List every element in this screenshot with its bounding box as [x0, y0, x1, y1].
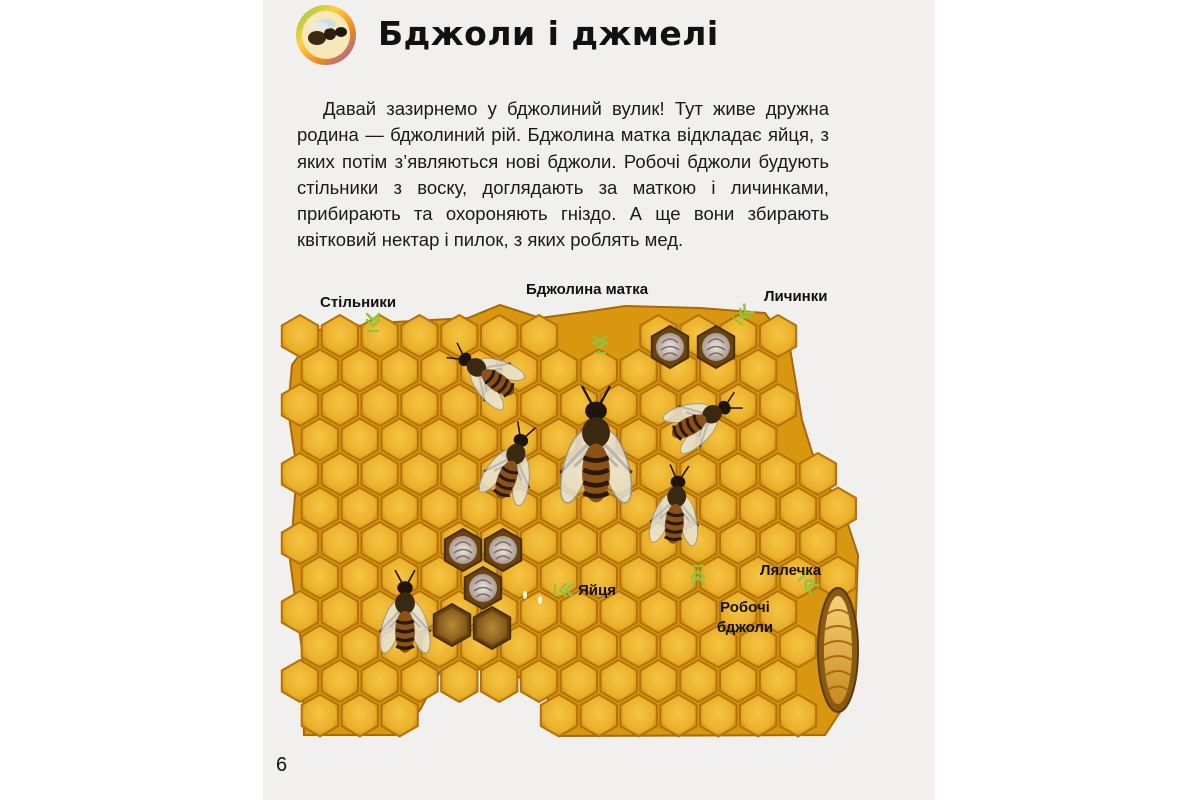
honeycomb-cell [362, 453, 398, 495]
honeycomb-cell [381, 488, 417, 530]
honeycomb-cell [322, 453, 358, 495]
label-pupa: Лялечка [760, 562, 822, 579]
honeycomb-cell [601, 522, 637, 564]
honeycomb-cell [660, 626, 696, 668]
honeycomb-cell [362, 384, 398, 426]
honeycomb-cell [680, 660, 716, 702]
page-title: Бджоли і джмелі [378, 14, 719, 53]
honeycomb-cell [541, 695, 577, 737]
label-larvae: Личинки [764, 288, 828, 305]
honeycomb-cell [581, 626, 617, 668]
page-number: 6 [276, 754, 288, 776]
honeycomb-cell [401, 453, 437, 495]
label-queen: Бджолина матка [526, 281, 649, 298]
honeycomb-cell [302, 557, 338, 599]
honeycomb-cell [561, 660, 597, 702]
honeycomb-cell [282, 522, 318, 564]
honeycomb-cell [342, 350, 378, 392]
honeycomb-cell [640, 591, 676, 633]
honeycomb-cell [620, 695, 656, 737]
honeycomb-cell [581, 695, 617, 737]
honeycomb-cell [342, 488, 378, 530]
honeycomb-cell [640, 660, 676, 702]
honeycomb-cell [302, 626, 338, 668]
honeycomb-cell [720, 453, 756, 495]
honeycomb-cell [780, 626, 816, 668]
honeycomb-cell [481, 315, 517, 357]
honeycomb-cell [760, 522, 796, 564]
honeycomb-cell [441, 660, 477, 702]
honeycomb-cell [760, 384, 796, 426]
honeycomb-cell [461, 488, 497, 530]
honeycomb-cell [322, 315, 358, 357]
honeycomb-cell [541, 350, 577, 392]
honeycomb-cell [302, 350, 338, 392]
label-workers-line2: бджоли [716, 619, 774, 636]
honeycomb-cell [740, 419, 776, 461]
honeycomb-cell [700, 695, 736, 737]
honeycomb-cell [401, 384, 437, 426]
honeycomb-cell [541, 626, 577, 668]
honeycomb-cell [521, 522, 557, 564]
honeycomb-cell [381, 419, 417, 461]
honeycomb-cell [421, 350, 457, 392]
honeycomb-cell [521, 315, 557, 357]
honeycomb-cell [581, 350, 617, 392]
honeycomb-cell [282, 591, 318, 633]
honeycomb-cell [302, 695, 338, 737]
honeycomb-cell [441, 384, 477, 426]
honeycomb-cell [342, 419, 378, 461]
honeycomb-cell [401, 315, 437, 357]
honeycomb-cell [561, 522, 597, 564]
honeycomb-cell [441, 315, 477, 357]
honeycomb-cell [660, 695, 696, 737]
honeycomb-cell [342, 626, 378, 668]
honeycomb-cell [601, 384, 637, 426]
honeycomb-cell [381, 695, 417, 737]
honeycomb-cell [401, 660, 437, 702]
honeycomb-cell [342, 695, 378, 737]
honeycomb-cell [481, 660, 517, 702]
honeycomb-cell [421, 488, 457, 530]
honeycomb-cell [282, 315, 318, 357]
honeycomb-cell [322, 591, 358, 633]
honeycomb-cell [720, 660, 756, 702]
honeycomb-cell [401, 522, 437, 564]
honeycomb-cell [760, 660, 796, 702]
honeycomb-cell [342, 557, 378, 599]
honeycomb-cell [302, 488, 338, 530]
honeycomb-cell [680, 453, 716, 495]
honeycomb-cell [620, 626, 656, 668]
pupa-cell [818, 588, 858, 712]
honeycomb-cell [381, 350, 417, 392]
honeycomb-cell [700, 557, 736, 599]
honeycomb-cell [322, 660, 358, 702]
honeycomb-cell [461, 419, 497, 461]
label-eggs: Яйця [578, 582, 616, 599]
honeycomb-cell [620, 557, 656, 599]
honeycomb-cell [282, 453, 318, 495]
honeycomb-cell [521, 660, 557, 702]
honeycomb-cell [601, 660, 637, 702]
label-combs: Стільники [320, 294, 397, 311]
label-workers-line1: Робочі [720, 599, 770, 616]
honeycomb-cell [760, 453, 796, 495]
honeycomb-cell [720, 522, 756, 564]
honeycomb-cell [780, 488, 816, 530]
honeycomb-cell [322, 384, 358, 426]
honeycomb-cell [441, 453, 477, 495]
label-workers [705, 598, 785, 638]
honeycomb-cell [740, 488, 776, 530]
honeycomb-cell [760, 315, 796, 357]
honeycomb-cell [322, 522, 358, 564]
honeycomb-cell [820, 488, 856, 530]
honeycomb-cell [362, 522, 398, 564]
honeycomb-cell [282, 660, 318, 702]
honeycomb-cell [541, 557, 577, 599]
honeycomb-cell [800, 453, 836, 495]
body-paragraph: Давай зазирнемо у бджолиний вулик! Тут живе дружна родина — бджолиний рій. Бджолина матка відкладає яйця, з яких потім з’являються нові бджоли. Робочі бджоли будують стільники з воску, доглядають за маткою і личинками, прибирають та охороняють гніздо. А ще вони збирають квітковий нектар і пилок, з яких роблять мед. [297, 98, 829, 251]
honeycomb-cell [362, 660, 398, 702]
honeycomb-cell [780, 695, 816, 737]
honeycomb-cell [740, 350, 776, 392]
honeycomb-cell [282, 384, 318, 426]
honeycomb-cell [740, 695, 776, 737]
egg [538, 596, 542, 604]
honeycomb-cell [800, 522, 836, 564]
honeycomb-cell [521, 384, 557, 426]
honeycomb-cell [700, 488, 736, 530]
egg [523, 591, 527, 599]
honeycomb-cell [302, 419, 338, 461]
honeycomb-cell [421, 419, 457, 461]
